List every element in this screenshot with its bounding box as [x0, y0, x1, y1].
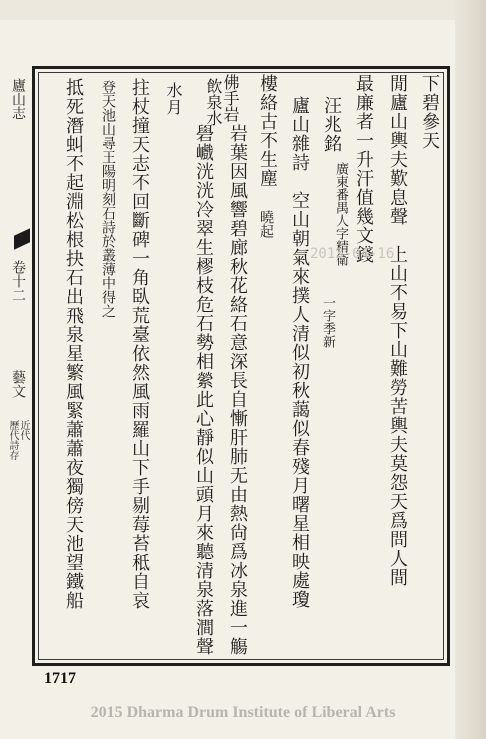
- poem-title-tianchi: 登天池山尋王陽明刻石詩於叢薄中得之: [100, 80, 116, 318]
- margin-volume: 卷十二: [10, 260, 26, 302]
- watermark-credit: 2015 Dharma Drum Institute of Liberal Arts: [90, 704, 396, 721]
- column-3: 最廉者一升汗值幾文錢: [353, 74, 374, 264]
- author-name: 汪兆銘: [321, 96, 342, 153]
- column-10: 拄杖撞天志不回斷碑一角臥荒臺依然風雨羅山下手剔莓苔秪自哀: [129, 78, 150, 610]
- column-6: 樓絡古不生塵: [257, 74, 278, 188]
- column-1: 下碧參天: [419, 74, 440, 150]
- subtitle-morning: 曉起: [258, 210, 274, 238]
- margin-title: 廬山志: [10, 78, 26, 120]
- column-5: 廬山雜詩 空山朝氣來撲人清似初秋藹似春殘月曙星相映處瓊: [289, 96, 310, 609]
- scan-edge: [0, 0, 486, 20]
- page-number: 1717: [44, 670, 76, 687]
- margin-section: 藝文: [10, 370, 26, 398]
- column-8: 礐巇洸洸冷翠生樛枝危石勢相縈此心靜似山頭月來聽清泉落澗聲: [193, 124, 214, 656]
- margin-period: 近代: [18, 420, 29, 440]
- column-7: 岩葉因風響碧廊秋花絡石意深長自慚肝肺无由熱尙爲冰泉進一觴: [227, 124, 248, 656]
- page-shadow: [455, 0, 486, 739]
- margin-subsection: 歷代詩存: [7, 420, 18, 460]
- column-12: 抵死潛虯不起淵松根抉石出飛泉星繁風緊蕭蕭夜獨傍天池望鐵船: [63, 78, 84, 610]
- date-stamp: 2013-04-16: [310, 246, 395, 262]
- author-note-1: 廣東番禺人字精衛: [333, 162, 348, 266]
- fore-edge-margin: [8, 70, 30, 670]
- author-note-2: 一字季新: [320, 296, 335, 348]
- subtitle-drink-spring: 飲泉水: [204, 78, 223, 126]
- column-2: 閒廬山輿夫歎息聲 上山不易下山難勞苦輿夫莫怨天爲問人間: [387, 74, 408, 587]
- subtitle-buddha-hand-rock: 佛手岩: [221, 74, 240, 122]
- subtitle-water-moon: 水月: [164, 82, 183, 116]
